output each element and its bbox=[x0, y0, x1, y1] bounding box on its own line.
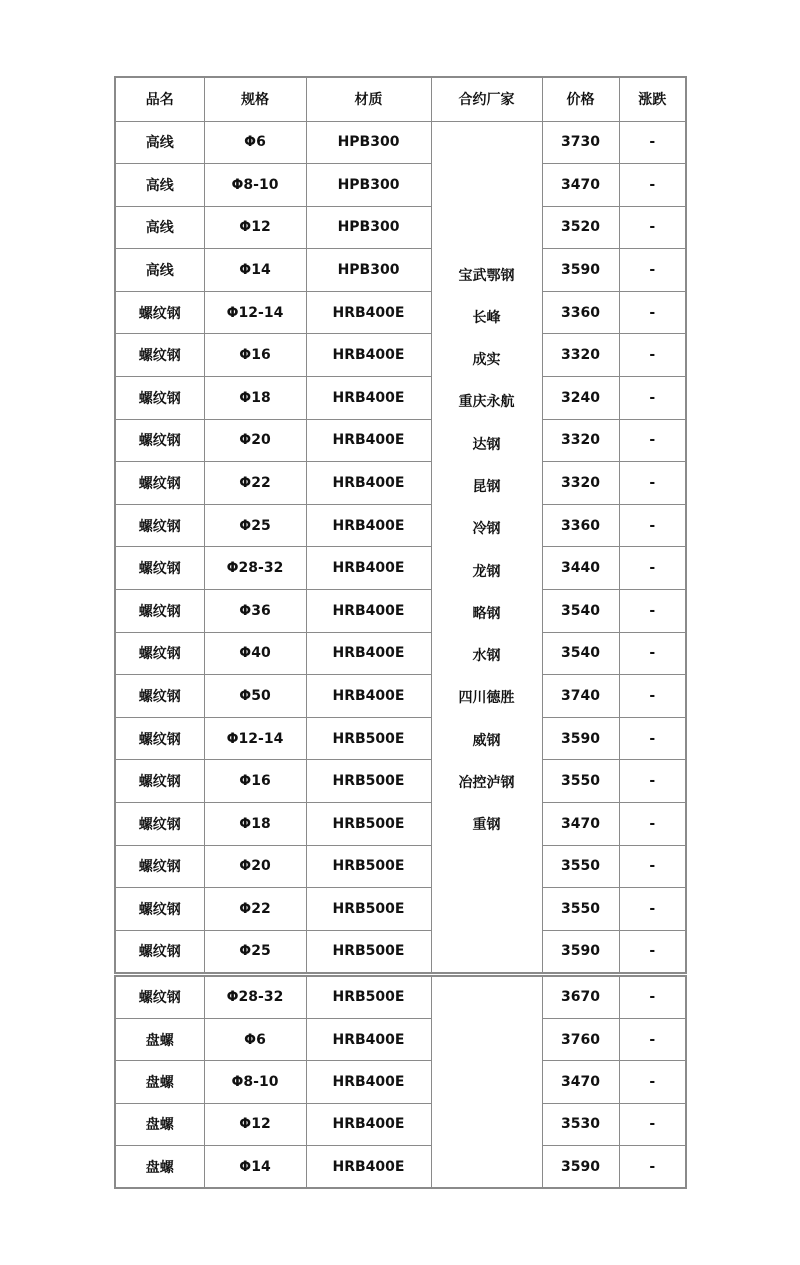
product-name-cell: 盘螺 bbox=[115, 1146, 204, 1188]
price-cell: 3470 bbox=[542, 164, 619, 207]
manufacturer-item: 重钢 bbox=[472, 817, 501, 834]
change-cell: - bbox=[619, 1146, 686, 1188]
change-cell: - bbox=[619, 888, 686, 931]
price-cell: 3470 bbox=[542, 803, 619, 846]
table-row bbox=[115, 462, 686, 505]
manufacturer-item: 长峰 bbox=[472, 309, 501, 326]
material-cell: HRB500E bbox=[306, 845, 431, 888]
product-name-cell: 螺纹钢 bbox=[115, 717, 204, 760]
spec-cell: Φ12 bbox=[204, 206, 306, 249]
product-name-cell: 螺纹钢 bbox=[115, 976, 204, 1018]
change-cell: - bbox=[619, 1061, 686, 1103]
material-cell: HRB500E bbox=[306, 717, 431, 760]
product-name-cell: 高线 bbox=[115, 206, 204, 249]
material-cell: HRB400E bbox=[306, 675, 431, 718]
price-cell: 3240 bbox=[542, 377, 619, 420]
product-name-cell: 螺纹钢 bbox=[115, 504, 204, 547]
change-cell: - bbox=[619, 291, 686, 334]
header-material: 材质 bbox=[306, 77, 431, 121]
change-cell: - bbox=[619, 249, 686, 292]
table-row bbox=[115, 675, 686, 718]
spec-cell: Φ28-32 bbox=[204, 976, 306, 1018]
manufacturer-cell bbox=[431, 121, 542, 973]
material-cell: HRB400E bbox=[306, 334, 431, 377]
manufacturer-item: 冷钢 bbox=[472, 521, 501, 538]
table-row bbox=[115, 590, 686, 633]
spec-cell: Φ16 bbox=[204, 334, 306, 377]
material-cell: HRB400E bbox=[306, 590, 431, 633]
table-row bbox=[115, 334, 686, 377]
table-row bbox=[115, 760, 686, 803]
manufacturer-item: 冶控泸钢 bbox=[458, 775, 515, 792]
table-row bbox=[115, 164, 686, 207]
change-cell: - bbox=[619, 976, 686, 1018]
material-cell: HRB400E bbox=[306, 1061, 431, 1103]
table-row bbox=[115, 1103, 686, 1145]
spec-cell: Φ22 bbox=[204, 888, 306, 931]
change-cell: - bbox=[619, 334, 686, 377]
spec-cell: Φ8-10 bbox=[204, 1061, 306, 1103]
change-cell: - bbox=[619, 760, 686, 803]
spec-cell: Φ14 bbox=[204, 249, 306, 292]
material-cell: HRB400E bbox=[306, 547, 431, 590]
manufacturer-item: 龙钢 bbox=[472, 563, 501, 580]
price-cell: 3320 bbox=[542, 419, 619, 462]
manufacturer-item: 达钢 bbox=[472, 436, 501, 453]
table-row bbox=[115, 419, 686, 462]
material-cell: HPB300 bbox=[306, 121, 431, 164]
product-name-cell: 盘螺 bbox=[115, 1103, 204, 1145]
change-cell: - bbox=[619, 632, 686, 675]
price-cell: 3540 bbox=[542, 590, 619, 633]
spec-cell: Φ6 bbox=[204, 121, 306, 164]
table-row bbox=[115, 249, 686, 292]
product-name-cell: 螺纹钢 bbox=[115, 462, 204, 505]
material-cell: HRB400E bbox=[306, 291, 431, 334]
spec-cell: Φ20 bbox=[204, 419, 306, 462]
material-cell: HRB500E bbox=[306, 803, 431, 846]
table-row bbox=[115, 1061, 686, 1103]
table-row bbox=[115, 504, 686, 547]
price-cell: 3360 bbox=[542, 291, 619, 334]
material-cell: HRB500E bbox=[306, 760, 431, 803]
product-name-cell: 螺纹钢 bbox=[115, 291, 204, 334]
product-name-cell: 螺纹钢 bbox=[115, 632, 204, 675]
price-cell: 3590 bbox=[542, 717, 619, 760]
spec-cell: Φ12-14 bbox=[204, 717, 306, 760]
spec-cell: Φ18 bbox=[204, 377, 306, 420]
material-cell: HPB300 bbox=[306, 206, 431, 249]
table-row bbox=[115, 717, 686, 760]
change-cell: - bbox=[619, 121, 686, 164]
material-cell: HRB400E bbox=[306, 1018, 431, 1060]
spec-cell: Φ50 bbox=[204, 675, 306, 718]
material-cell: HRB400E bbox=[306, 462, 431, 505]
table-row bbox=[115, 888, 686, 931]
price-cell: 3550 bbox=[542, 760, 619, 803]
spec-cell: Φ28-32 bbox=[204, 547, 306, 590]
product-name-cell: 盘螺 bbox=[115, 1061, 204, 1103]
price-cell: 3540 bbox=[542, 632, 619, 675]
change-cell: - bbox=[619, 377, 686, 420]
table-row bbox=[115, 1146, 686, 1188]
header-name: 品名 bbox=[115, 77, 204, 121]
product-name-cell: 螺纹钢 bbox=[115, 803, 204, 846]
product-name-cell: 螺纹钢 bbox=[115, 888, 204, 931]
change-cell: - bbox=[619, 1018, 686, 1060]
price-cell: 3320 bbox=[542, 462, 619, 505]
header-row bbox=[115, 77, 686, 121]
spec-cell: Φ16 bbox=[204, 760, 306, 803]
change-cell: - bbox=[619, 803, 686, 846]
material-cell: HRB400E bbox=[306, 504, 431, 547]
material-cell: HPB300 bbox=[306, 249, 431, 292]
change-cell: - bbox=[619, 1103, 686, 1145]
price-cell: 3590 bbox=[542, 249, 619, 292]
header-price: 价格 bbox=[542, 77, 619, 121]
product-name-cell: 高线 bbox=[115, 249, 204, 292]
spec-cell: Φ14 bbox=[204, 1146, 306, 1188]
price-cell: 3550 bbox=[542, 888, 619, 931]
manufacturer-item: 略钢 bbox=[472, 605, 501, 622]
change-cell: - bbox=[619, 675, 686, 718]
spec-cell: Φ25 bbox=[204, 930, 306, 973]
product-name-cell: 螺纹钢 bbox=[115, 675, 204, 718]
product-name-cell: 螺纹钢 bbox=[115, 845, 204, 888]
manufacturer-list bbox=[432, 122, 542, 847]
product-name-cell: 盘螺 bbox=[115, 1018, 204, 1060]
price-table-continued bbox=[114, 975, 687, 1189]
change-cell: - bbox=[619, 419, 686, 462]
price-cell: 3520 bbox=[542, 206, 619, 249]
product-name-cell: 螺纹钢 bbox=[115, 760, 204, 803]
price-cell: 3470 bbox=[542, 1061, 619, 1103]
manufacturer-item: 成实 bbox=[472, 352, 501, 369]
product-name-cell: 螺纹钢 bbox=[115, 547, 204, 590]
manufacturer-item: 昆钢 bbox=[472, 478, 501, 495]
change-cell: - bbox=[619, 717, 686, 760]
change-cell: - bbox=[619, 164, 686, 207]
change-cell: - bbox=[619, 547, 686, 590]
table-row bbox=[115, 632, 686, 675]
change-cell: - bbox=[619, 462, 686, 505]
header-change: 涨跌 bbox=[619, 77, 686, 121]
manufacturer-item: 威钢 bbox=[472, 732, 501, 749]
manufacturer-item: 宝武鄂钢 bbox=[458, 267, 515, 284]
change-cell: - bbox=[619, 504, 686, 547]
table-row bbox=[115, 291, 686, 334]
table-row bbox=[115, 547, 686, 590]
spec-cell: Φ12-14 bbox=[204, 291, 306, 334]
material-cell: HRB500E bbox=[306, 888, 431, 931]
material-cell: HRB500E bbox=[306, 930, 431, 973]
table-row bbox=[115, 976, 686, 1018]
change-cell: - bbox=[619, 206, 686, 249]
spec-cell: Φ18 bbox=[204, 803, 306, 846]
price-cell: 3730 bbox=[542, 121, 619, 164]
material-cell: HPB300 bbox=[306, 164, 431, 207]
header-spec: 规格 bbox=[204, 77, 306, 121]
table-row bbox=[115, 121, 686, 164]
material-cell: HRB400E bbox=[306, 1103, 431, 1145]
manufacturer-item: 重庆永航 bbox=[458, 394, 515, 411]
price-cell: 3320 bbox=[542, 334, 619, 377]
spec-cell: Φ12 bbox=[204, 1103, 306, 1145]
table-row bbox=[115, 845, 686, 888]
product-name-cell: 螺纹钢 bbox=[115, 377, 204, 420]
product-name-cell: 螺纹钢 bbox=[115, 930, 204, 973]
table-row bbox=[115, 930, 686, 973]
change-cell: - bbox=[619, 930, 686, 973]
price-cell: 3590 bbox=[542, 930, 619, 973]
spec-cell: Φ20 bbox=[204, 845, 306, 888]
product-name-cell: 螺纹钢 bbox=[115, 590, 204, 633]
price-table bbox=[114, 76, 687, 974]
material-cell: HRB400E bbox=[306, 1146, 431, 1188]
material-cell: HRB400E bbox=[306, 419, 431, 462]
spec-cell: Φ6 bbox=[204, 1018, 306, 1060]
price-cell: 3670 bbox=[542, 976, 619, 1018]
table-row bbox=[115, 1018, 686, 1060]
product-name-cell: 高线 bbox=[115, 164, 204, 207]
price-cell: 3530 bbox=[542, 1103, 619, 1145]
change-cell: - bbox=[619, 845, 686, 888]
product-name-cell: 螺纹钢 bbox=[115, 334, 204, 377]
table-row bbox=[115, 206, 686, 249]
product-name-cell: 螺纹钢 bbox=[115, 419, 204, 462]
spec-cell: Φ25 bbox=[204, 504, 306, 547]
change-cell: - bbox=[619, 590, 686, 633]
spec-cell: Φ8-10 bbox=[204, 164, 306, 207]
price-cell: 3550 bbox=[542, 845, 619, 888]
manufacturer-cell bbox=[431, 976, 542, 1188]
material-cell: HRB400E bbox=[306, 377, 431, 420]
table-row bbox=[115, 803, 686, 846]
material-cell: HRB500E bbox=[306, 976, 431, 1018]
price-cell: 3360 bbox=[542, 504, 619, 547]
material-cell: HRB400E bbox=[306, 632, 431, 675]
price-cell: 3740 bbox=[542, 675, 619, 718]
header-manufacturer: 合约厂家 bbox=[431, 77, 542, 121]
price-cell: 3760 bbox=[542, 1018, 619, 1060]
spec-cell: Φ22 bbox=[204, 462, 306, 505]
price-cell: 3590 bbox=[542, 1146, 619, 1188]
spec-cell: Φ36 bbox=[204, 590, 306, 633]
table-row bbox=[115, 377, 686, 420]
spec-cell: Φ40 bbox=[204, 632, 306, 675]
manufacturer-item: 水钢 bbox=[472, 648, 501, 665]
manufacturer-item: 四川德胜 bbox=[458, 690, 515, 707]
product-name-cell: 高线 bbox=[115, 121, 204, 164]
price-cell: 3440 bbox=[542, 547, 619, 590]
